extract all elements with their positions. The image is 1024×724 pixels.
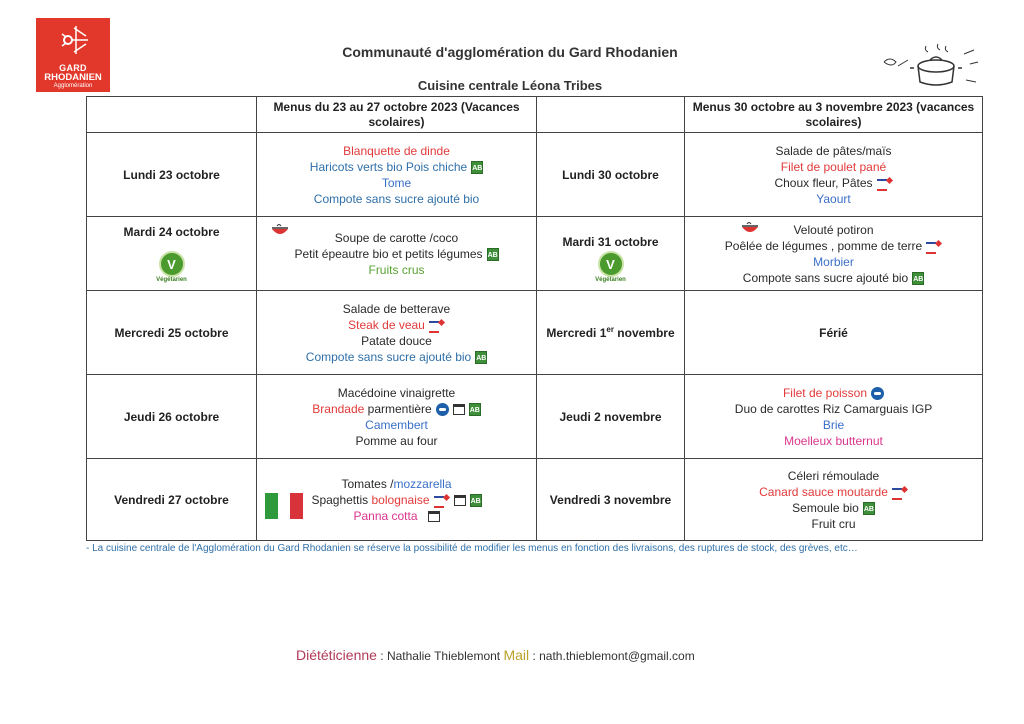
menu-item: Patate douce bbox=[361, 333, 432, 348]
dietitian-contact bbox=[296, 647, 695, 663]
menu-item: Filet de poisson bbox=[782, 385, 868, 400]
day-label: Lundi 23 octobre bbox=[87, 133, 257, 217]
menu-item-line bbox=[685, 484, 982, 500]
menu-cell bbox=[257, 217, 537, 291]
mail-address[interactable]: : nath.thieblemont@gmail.com bbox=[529, 649, 695, 663]
cooking-pot-icon bbox=[880, 40, 980, 88]
logo-mark-icon bbox=[58, 24, 90, 58]
menu-item-line bbox=[257, 401, 536, 417]
label-rouge-icon bbox=[926, 240, 942, 252]
label-rouge-icon bbox=[429, 319, 445, 331]
menu-item: Camembert bbox=[365, 417, 428, 432]
page-title: Communauté d'agglomération du Gard Rhodanien bbox=[342, 44, 678, 60]
organic-ab-icon: AB bbox=[470, 494, 482, 507]
label-rouge-icon bbox=[892, 486, 908, 498]
menu-item-line bbox=[257, 349, 536, 365]
day-label-main: Mercredi 1 bbox=[546, 326, 607, 340]
menu-cell bbox=[685, 217, 983, 291]
day-label bbox=[537, 291, 685, 375]
table-row bbox=[87, 291, 983, 375]
organic-ab-icon: AB bbox=[863, 502, 875, 515]
menu-item: Haricots verts bio Pois chiche bbox=[309, 159, 468, 174]
menu-item: bolognaise bbox=[371, 492, 430, 507]
table-row bbox=[87, 133, 983, 217]
menu-cell bbox=[685, 291, 983, 375]
menu-item: Compote sans sucre ajouté bio bbox=[742, 270, 909, 285]
menu-item: Spaghettis bbox=[311, 492, 369, 507]
organic-ab-icon: AB bbox=[475, 351, 487, 364]
logo-line-2: RHODANIEN bbox=[44, 72, 102, 83]
menu-item: Blanquette de dinde bbox=[343, 143, 450, 158]
menu-cell bbox=[257, 291, 537, 375]
menu-item: Canard sauce moutarde bbox=[759, 484, 888, 499]
vegetarian-label: Végétarien bbox=[156, 277, 187, 283]
dietitian-name: : Nathalie Thieblemont bbox=[376, 649, 504, 663]
menu-item: parmentière bbox=[367, 401, 432, 416]
menu-item-line bbox=[685, 238, 982, 254]
menu-item: Moelleux butternut bbox=[784, 433, 883, 448]
day-label: Mercredi 25 octobre bbox=[87, 291, 257, 375]
menu-item: Salade de betterave bbox=[342, 301, 451, 316]
menu-item-line bbox=[685, 175, 982, 191]
empty-header-cell bbox=[537, 97, 685, 133]
table-row bbox=[87, 217, 983, 291]
menu-item: Velouté potiron bbox=[793, 222, 874, 237]
msc-fish-icon bbox=[871, 387, 884, 400]
day-label: Jeudi 2 novembre bbox=[537, 375, 685, 459]
menu-table bbox=[86, 96, 983, 541]
day-label: Vendredi 27 octobre bbox=[114, 492, 229, 507]
organic-ab-icon: AB bbox=[471, 161, 483, 174]
menu-cell bbox=[257, 375, 537, 459]
dietitian-label: Diététicienne bbox=[296, 647, 377, 663]
day-cell bbox=[87, 217, 257, 291]
menu-item-line bbox=[257, 246, 536, 262]
menu-item-line bbox=[257, 476, 536, 492]
logo-line-3: Agglomération bbox=[53, 83, 93, 89]
vegetarian-icon bbox=[159, 251, 185, 277]
organic-ab-icon: AB bbox=[469, 403, 481, 416]
menu-item-line bbox=[257, 159, 536, 175]
day-label-sup: er bbox=[606, 325, 614, 334]
menu-item: Férié bbox=[819, 325, 848, 340]
menu-item: Brie bbox=[822, 417, 845, 432]
msc-fish-icon bbox=[436, 403, 449, 416]
menu-item-line bbox=[257, 508, 536, 524]
menu-item: Compote sans sucre ajouté bio bbox=[313, 191, 480, 206]
day-cell bbox=[87, 459, 257, 541]
day-label: Vendredi 3 novembre bbox=[537, 459, 685, 541]
gard-rhodanien-logo bbox=[36, 18, 110, 92]
table-header-row bbox=[87, 97, 983, 133]
menu-item-line bbox=[685, 270, 982, 286]
disclaimer-text: - La cuisine centrale de l'Agglomération du Gard Rhodanien se réserve la possibilité de modifier les menus en fonction des livraisons, des ruptures de stock, des grèves, etc… bbox=[86, 543, 858, 554]
menu-item: Petit épeautre bio et petits légumes bbox=[294, 246, 483, 261]
menu-item-line bbox=[685, 385, 982, 401]
label-rouge-icon bbox=[877, 177, 893, 189]
menu-cell bbox=[685, 133, 983, 217]
local-product-icon bbox=[453, 404, 465, 415]
logo-line-1: GARD bbox=[59, 63, 87, 73]
label-rouge-icon bbox=[434, 494, 450, 506]
menu-item: Céleri rémoulade bbox=[787, 468, 880, 483]
mail-label: Mail bbox=[503, 647, 530, 663]
menu-item: Filet de poulet pané bbox=[780, 159, 887, 174]
menu-item: mozzarella bbox=[393, 476, 452, 491]
menu-item: Salade de pâtes/maïs bbox=[775, 143, 892, 158]
menu-cell bbox=[685, 459, 983, 541]
organic-ab-icon: AB bbox=[487, 248, 499, 261]
menu-item: Brandade bbox=[312, 401, 365, 416]
day-label: Lundi 30 octobre bbox=[537, 133, 685, 217]
day-cell bbox=[537, 217, 685, 291]
menu-item: Duo de carottes Riz Camarguais IGP bbox=[734, 401, 933, 416]
soup-bowl-icon bbox=[271, 223, 289, 237]
vegetarian-icon bbox=[598, 251, 624, 277]
menu-item: Yaourt bbox=[816, 191, 851, 206]
menu-item: Semoule bio bbox=[792, 500, 859, 515]
menu-item: Poêlée de légumes , pomme de terre bbox=[724, 238, 923, 253]
local-product-icon bbox=[454, 495, 466, 506]
menu-item: Fruits crus bbox=[368, 262, 425, 277]
menu-item: Fruit cru bbox=[811, 516, 856, 531]
menu-item: Steak de veau bbox=[348, 317, 425, 332]
table-row bbox=[87, 459, 983, 541]
menu-item: Compote sans sucre ajouté bio bbox=[305, 349, 472, 364]
menu-item: Macédoine vinaigrette bbox=[337, 385, 456, 400]
menu-item-line bbox=[257, 317, 536, 333]
menu-item: Panna cotta bbox=[353, 508, 418, 523]
menu-cell bbox=[257, 459, 537, 541]
menu-item: Soupe de carotte /coco bbox=[334, 230, 459, 245]
menu-item: Tomates / bbox=[341, 476, 394, 491]
local-product-icon bbox=[428, 511, 440, 522]
day-label-end: novembre bbox=[613, 326, 675, 340]
menu-item-line bbox=[685, 500, 982, 516]
day-label: Mardi 24 octobre bbox=[123, 225, 220, 239]
vegetarian-label: Végétarien bbox=[595, 277, 626, 283]
page-subtitle: Cuisine centrale Léona Tribes bbox=[417, 78, 603, 93]
menu-item: Tome bbox=[381, 175, 412, 190]
menu-cell bbox=[685, 375, 983, 459]
day-label: Mardi 31 octobre bbox=[562, 235, 659, 249]
day-label: Jeudi 26 octobre bbox=[87, 375, 257, 459]
soup-bowl-icon bbox=[741, 221, 759, 235]
organic-ab-icon: AB bbox=[912, 272, 924, 285]
menu-item-line bbox=[257, 492, 536, 508]
table-row bbox=[87, 375, 983, 459]
menu-item: Choux fleur, Pâtes bbox=[774, 175, 873, 190]
week1-heading: Menus du 23 au 27 octobre 2023 (Vacances scolaires) bbox=[257, 97, 537, 133]
empty-header-cell bbox=[87, 97, 257, 133]
menu-item: Morbier bbox=[813, 254, 854, 269]
menu-cell bbox=[257, 133, 537, 217]
week2-heading: Menus 30 octobre au 3 novembre 2023 (vacances scolaires) bbox=[685, 97, 983, 133]
menu-item: Pomme au four bbox=[355, 433, 438, 448]
